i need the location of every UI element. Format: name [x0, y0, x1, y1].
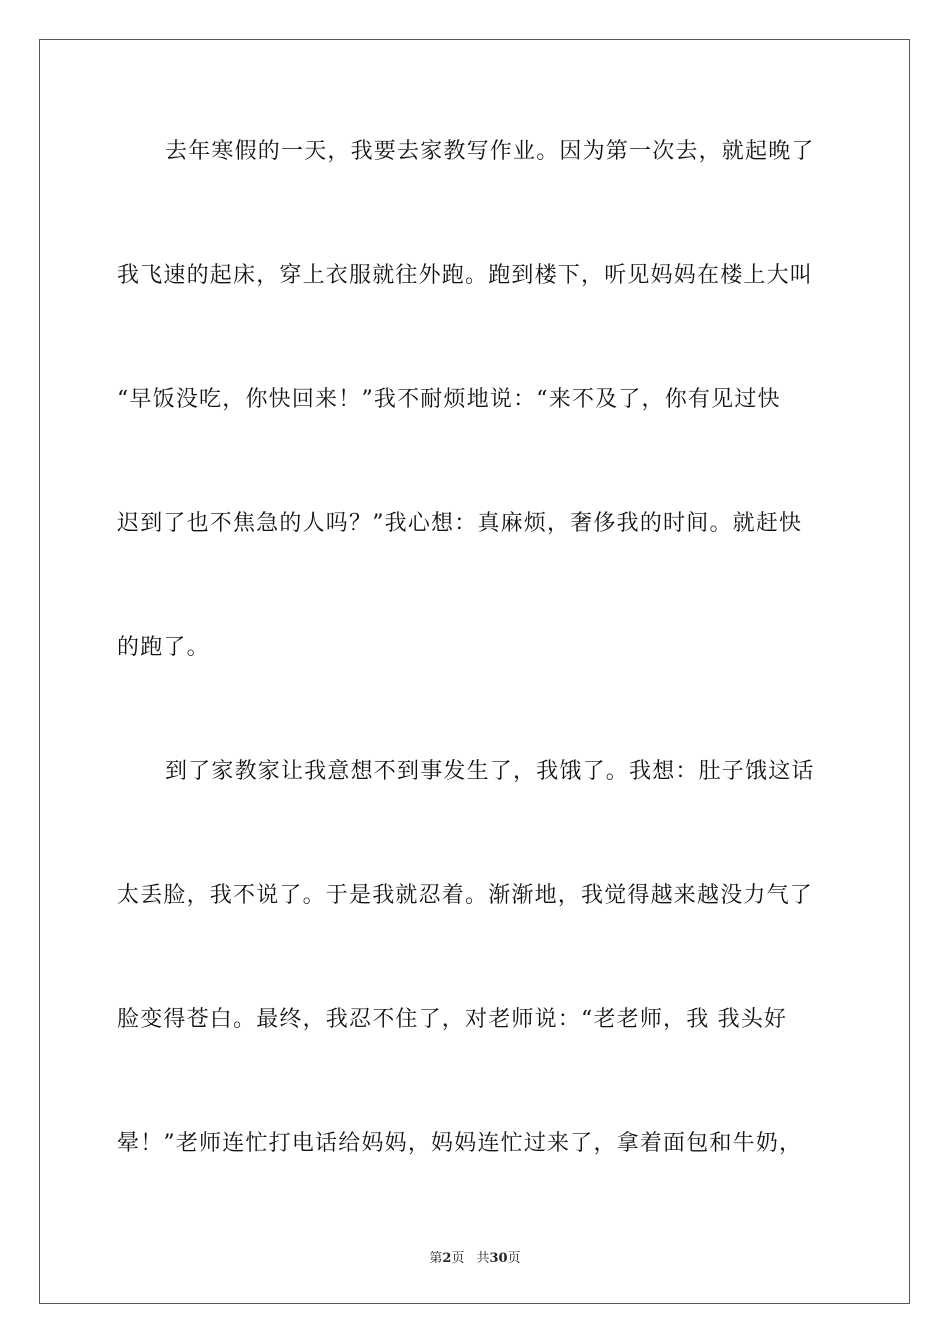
paragraph-2-line-4: 晕！”老师连忙打电话给妈妈，妈妈连忙过来了，拿着面包和牛奶，: [117, 1131, 803, 1156]
paragraph-1-line-3: “早饭没吃，你快回来！”我不耐烦地说：“来不及了，你有见过快: [117, 387, 781, 412]
total-prefix: 共: [476, 1251, 490, 1266]
paragraph-1-line-1: 去年寒假的一天，我要去家教写作业。因为第一次去，就起晚了: [165, 139, 815, 164]
total-suffix: 页: [507, 1251, 521, 1266]
paragraph-1-line-5: 的跑了。: [117, 635, 210, 660]
paragraph-1-line-2: 我飞速的起床，穿上衣服就往外跑。跑到楼下，听见妈妈在楼上大叫: [117, 263, 814, 288]
paragraph-2-line-1: 到了家教家让我意想不到事发生了，我饿了。我想：肚子饿这话: [165, 759, 815, 784]
page-number: 2: [442, 1251, 452, 1266]
total-pages: 30: [489, 1251, 508, 1266]
page-footer: [0, 1247, 950, 1266]
paragraph-2-line-2: 太丢脸，我不说了。于是我就忍着。渐渐地，我觉得越来越没力气了: [117, 883, 814, 908]
paragraph-2-line-3: 脸变得苍白。最终，我忍不住了，对老师说：“老老师，我 我头好: [117, 1007, 788, 1032]
page-prefix: 第: [429, 1251, 443, 1266]
page-suffix: 页: [451, 1251, 465, 1266]
page-frame: [39, 39, 910, 1304]
paragraph-1-line-4: 迟到了也不焦急的人吗？”我心想：真麻烦，奢侈我的时间。就赶快: [117, 511, 803, 536]
